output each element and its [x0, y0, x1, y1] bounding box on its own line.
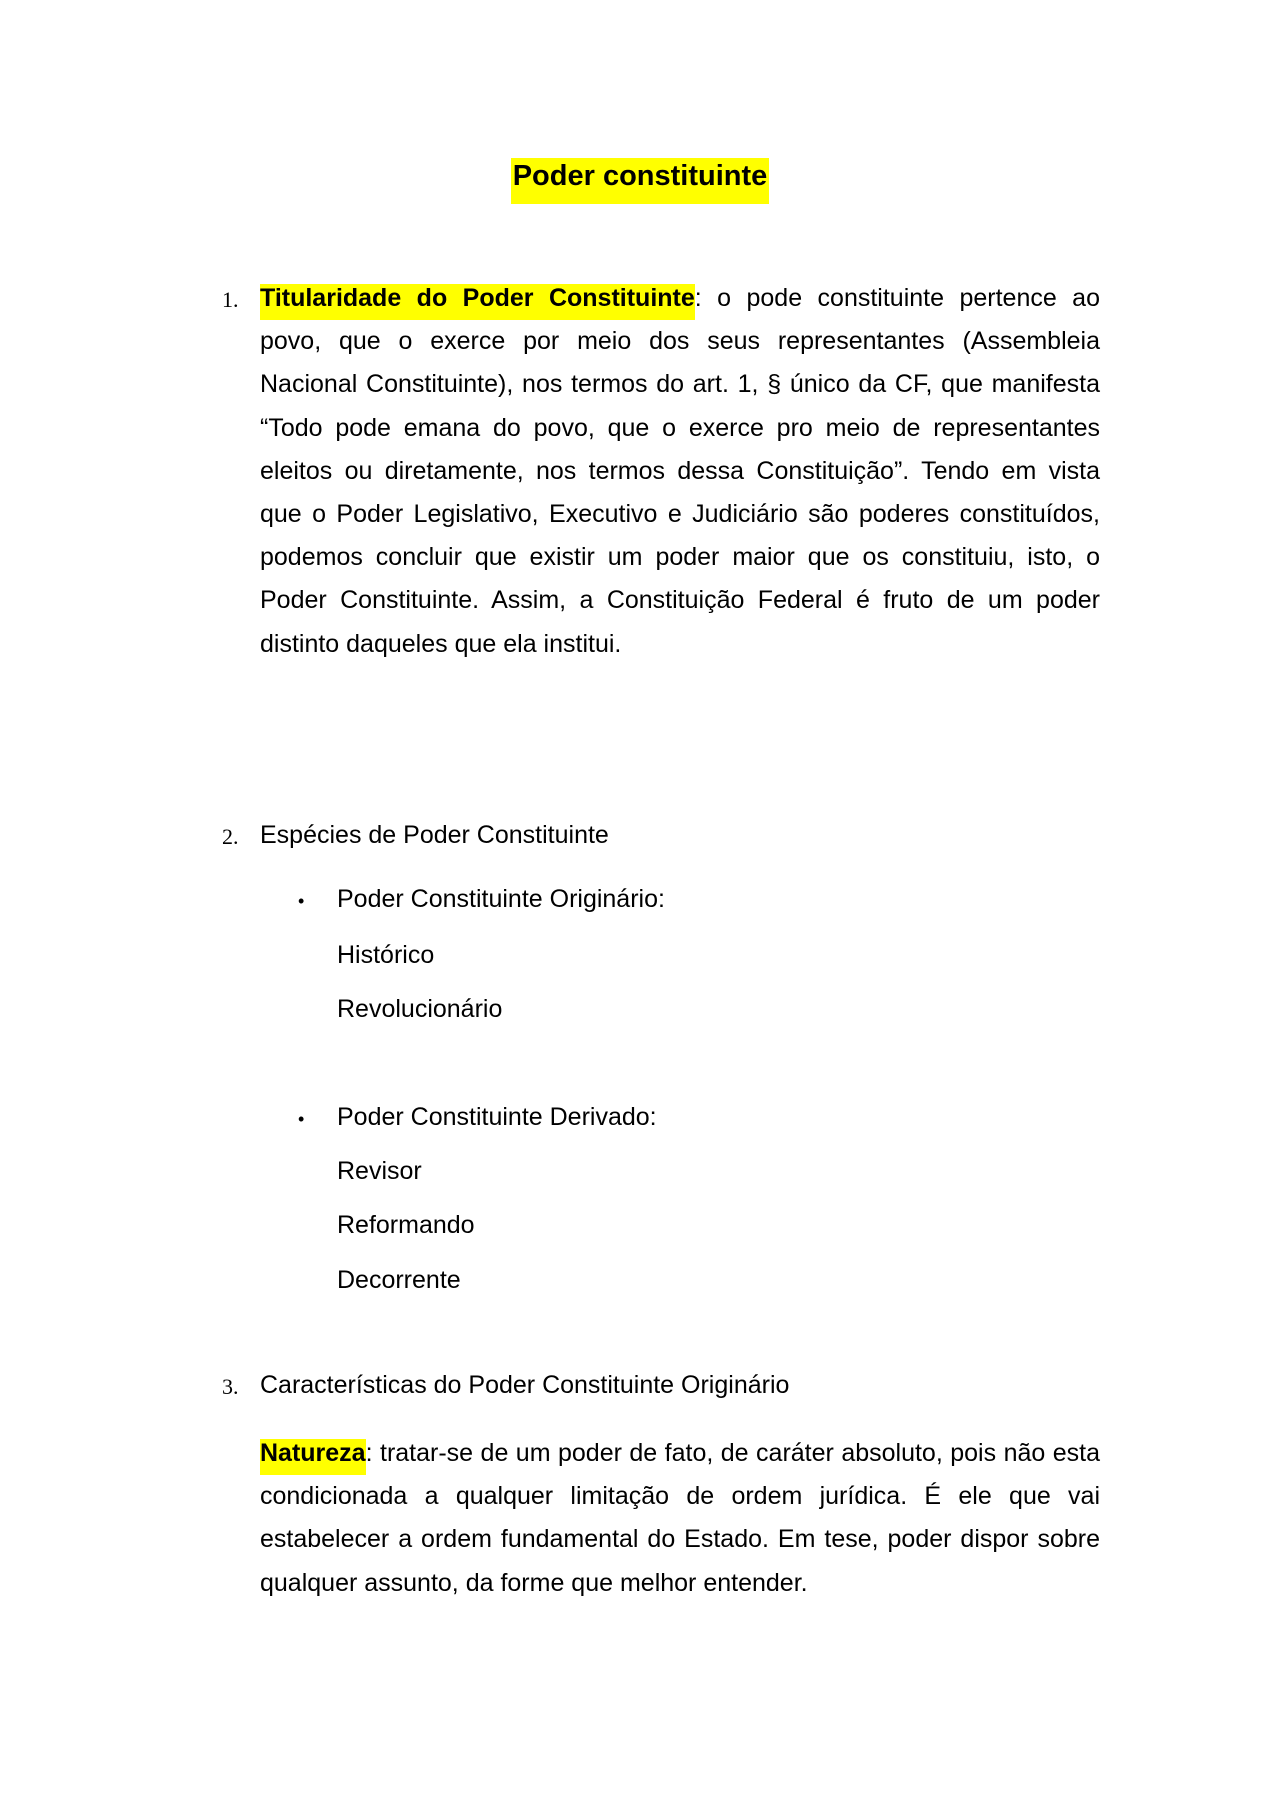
section-2-heading: Espécies de Poder Constituinte [260, 821, 609, 849]
page-title-text: Poder constituinte [511, 158, 770, 204]
section-1-term: Titularidade do Poder Constituinte [260, 284, 695, 320]
section-3-number: 3. [222, 1374, 239, 1399]
group-originario-item: Histórico [337, 941, 435, 969]
bullet-icon: • [298, 891, 305, 911]
bullet-icon: • [298, 1109, 305, 1129]
group-originario-label: Poder Constituinte Originário: [337, 885, 665, 913]
page-title [0, 150, 1280, 202]
section-1-paragraph [260, 277, 1100, 666]
section-1-text: : o pode constituinte pertence ao povo, que o exerce por meio dos seus representantes (Assembleia Nacional Constituinte), nos termos do art. 1, § único da CF, que manifesta “Todo pode emana do povo, que o exerce pro meio de representantes eleitos ou diretamente, nos termos dessa Constituição”. Tendo em vista que o Poder Legislativo, Executivo e Judiciário são poderes constituídos, podemos concluir que existir um poder maior que os constituiu, isto, o Poder Constituinte. Assim, a Constituição Federal é fruto de um poder distinto daqueles que ela institui. [260, 284, 1100, 658]
section-3-term: Natureza [260, 1439, 366, 1475]
section-2-number: 2. [222, 824, 239, 849]
group-derivado-item: Decorrente [337, 1266, 461, 1294]
group-originario-item: Revolucionário [337, 995, 503, 1023]
group-derivado-label: Poder Constituinte Derivado: [337, 1103, 657, 1131]
group-derivado-item: Revisor [337, 1157, 422, 1185]
section-3-paragraph [260, 1432, 1100, 1605]
group-derivado-item: Reformando [337, 1211, 475, 1239]
section-3-text: : tratar-se de um poder de fato, de caráter absoluto, pois não esta condicionada a qualquer limitação de ordem jurídica. É ele que vai estabelecer a ordem fundamental do Estado. Em tese, poder dispor sobre qualquer assunto, da forme que melhor entender. [260, 1439, 1100, 1597]
section-1-number: 1. [222, 287, 239, 312]
section-3-heading: Características do Poder Constituinte Originário [260, 1371, 790, 1399]
